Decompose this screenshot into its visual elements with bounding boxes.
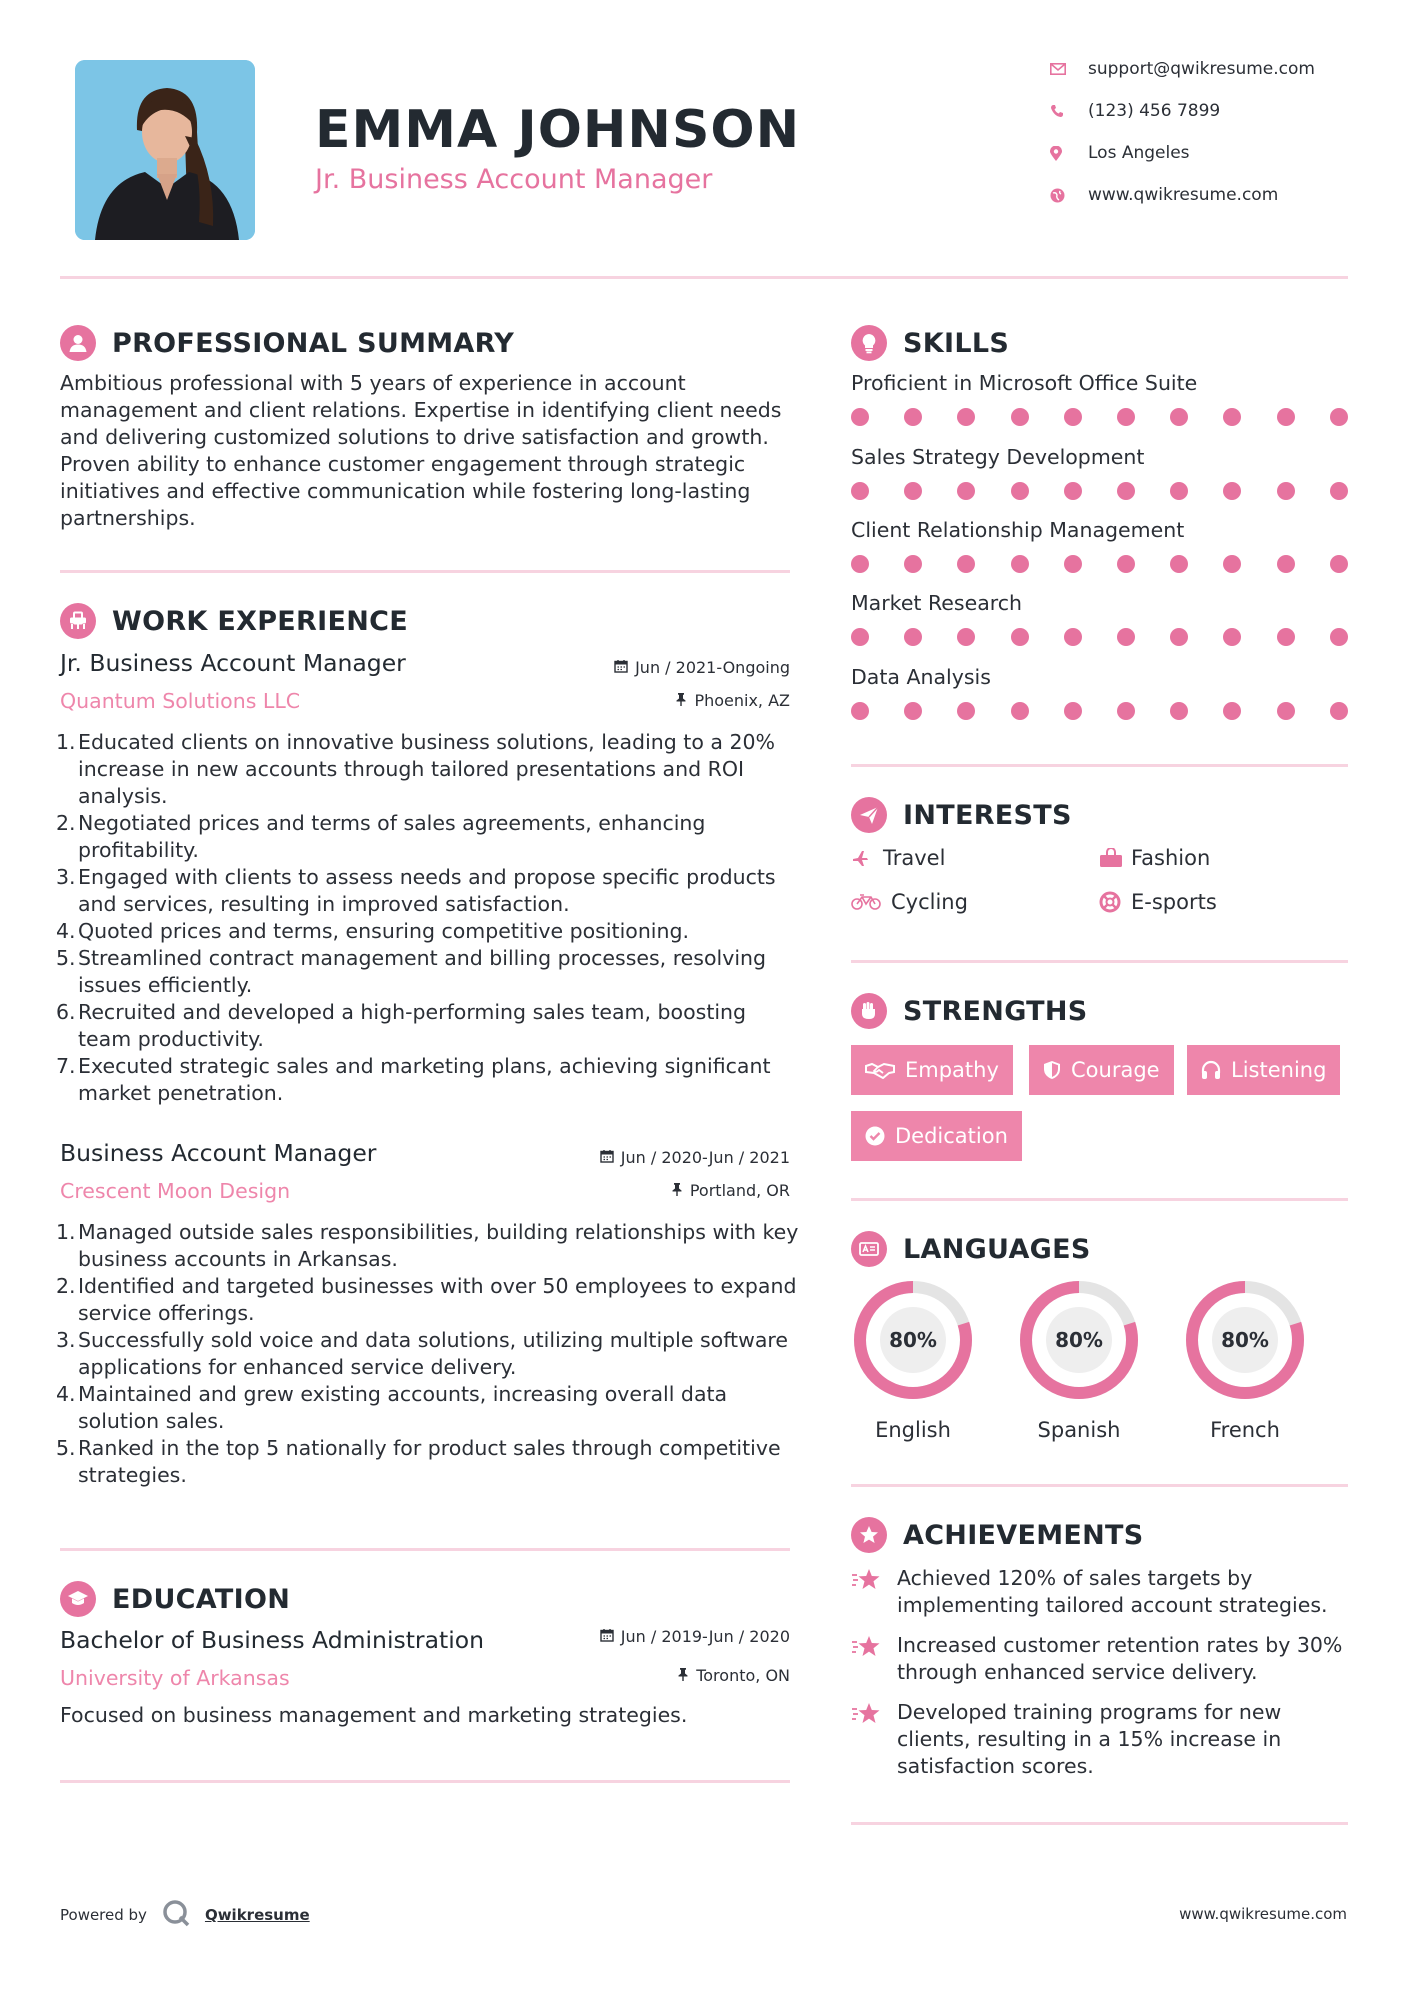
skill-dot (1223, 628, 1241, 646)
education-location (677, 1666, 790, 1685)
education-section-heading (60, 1579, 290, 1619)
language-french (1183, 1278, 1307, 1442)
star-badge-icon (851, 1517, 887, 1553)
achievements-divider (851, 1822, 1348, 1825)
skill-dot (1011, 555, 1029, 573)
headphones-icon (1201, 1060, 1221, 1080)
contact-phone[interactable] (1050, 96, 1360, 126)
language-name: French (1210, 1418, 1280, 1442)
language-percent: 80% (889, 1328, 937, 1352)
skill-dot (1011, 482, 1029, 500)
skill-dot (1064, 702, 1082, 720)
list-item: 1. Managed outside sales responsibilities, building relationships with key business accounts in Arkansas. (56, 1220, 799, 1271)
skill-dot (957, 482, 975, 500)
contact-website-text: www.qwikresume.com (1088, 185, 1279, 205)
education-location-text: Toronto, ON (696, 1666, 790, 1685)
skill-rating (851, 702, 1351, 722)
skill-dot (1011, 702, 1029, 720)
skill-dot (1223, 482, 1241, 500)
list-item: 7. Executed strategic sales and marketing plans, achieving significant market penetration. (56, 1054, 771, 1105)
briefcase-icon (60, 603, 96, 639)
header-divider (60, 276, 1348, 279)
skill-dot (1064, 555, 1082, 573)
contact-email-text: support@qwikresume.com (1088, 59, 1315, 79)
skill-dot (1170, 628, 1188, 646)
interests-section-heading (851, 795, 1072, 835)
contact-email[interactable] (1050, 54, 1360, 84)
skill-name: Proficient in Microsoft Office Suite (851, 371, 1198, 395)
footer-powered-by (60, 1898, 310, 1932)
skill-dot (1330, 408, 1348, 426)
contact-location-text: Los Angeles (1088, 143, 1190, 163)
skills-section-heading (851, 323, 1009, 363)
skill-dot (1170, 482, 1188, 500)
list-item: 3. Engaged with clients to assess needs and propose specific products and services, resulting in improved satisfaction. (56, 865, 776, 916)
star-icon (851, 1632, 897, 1686)
education-dates (600, 1627, 790, 1646)
strengths-title: STRENGTHS (903, 995, 1088, 1027)
lifebuoy-icon (1099, 891, 1131, 913)
map-pin-icon (1050, 146, 1088, 161)
work-divider (60, 1548, 790, 1551)
skill-dot (904, 702, 922, 720)
language-english (851, 1278, 975, 1442)
calendar-icon (614, 658, 628, 677)
strengths-divider (851, 1198, 1348, 1201)
skill-dot (1064, 408, 1082, 426)
skill-dot (1011, 408, 1029, 426)
list-item: 5. Streamlined contract management and billing processes, resolving issues efficiently. (56, 946, 767, 997)
achievements-title: ACHIEVEMENTS (903, 1519, 1144, 1551)
strengths-section-heading (851, 991, 1088, 1031)
skill-dot (1330, 702, 1348, 720)
job-dates-text: Jun / 2020-Jun / 2021 (620, 1148, 790, 1167)
summary-title: PROFESSIONAL SUMMARY (112, 327, 515, 359)
list-item: 1. Educated clients on innovative business solutions, leading to a 20% increase in new accounts through tailored presentations and ROI analysis. (56, 730, 776, 808)
list-item: 6. Recruited and developed a high-performing sales team, boosting team productivity. (56, 1000, 747, 1051)
language-spanish (1017, 1278, 1141, 1442)
languages-divider (851, 1484, 1348, 1487)
skills-divider (851, 764, 1348, 767)
globe-icon (1050, 188, 1088, 203)
pin-icon (677, 1666, 689, 1685)
skill-dot (1170, 408, 1188, 426)
skill-dot (851, 408, 869, 426)
star-icon (851, 1565, 897, 1619)
education-title: EDUCATION (112, 1583, 291, 1615)
company-name: Crescent Moon Design (60, 1179, 291, 1203)
achievements-section-heading (851, 1515, 1144, 1555)
skill-dot (904, 628, 922, 646)
pin-icon (675, 691, 687, 710)
skill-dot (1064, 628, 1082, 646)
candidate-role: Jr. Business Account Manager (315, 164, 713, 195)
skill-dot (1117, 482, 1135, 500)
lightbulb-icon (851, 325, 887, 361)
strength-tag-listening: Listening (1187, 1045, 1340, 1095)
job-title: Jr. Business Account Manager (60, 649, 406, 677)
pin-icon (671, 1181, 683, 1200)
skill-dot (1223, 408, 1241, 426)
achievement-item: Developed training programs for new clients, resulting in a 15% increase in satisfaction scores. (851, 1699, 1361, 1780)
job-bullets (56, 729, 800, 1107)
shield-icon (1043, 1060, 1061, 1080)
handshake-icon (865, 1061, 895, 1079)
skill-dot (1064, 482, 1082, 500)
education-description: Focused on business management and marketing strategies. (60, 1703, 688, 1727)
calendar-icon (600, 1627, 614, 1646)
work-section-heading (60, 601, 408, 641)
envelope-icon (1050, 63, 1088, 75)
job-location (675, 691, 790, 710)
skill-dot (1117, 702, 1135, 720)
skill-dot (957, 628, 975, 646)
skill-rating (851, 482, 1351, 502)
languages-section-heading (851, 1229, 1091, 1269)
work-title: WORK EXPERIENCE (112, 605, 408, 637)
skill-dot (1277, 555, 1295, 573)
language-percent: 80% (1221, 1328, 1269, 1352)
interests-title: INTERESTS (903, 799, 1072, 831)
skill-name: Market Research (851, 591, 1023, 615)
skill-dot (1330, 482, 1348, 500)
language-card-icon (851, 1231, 887, 1267)
skill-dot (957, 408, 975, 426)
degree-title: Bachelor of Business Administration (60, 1626, 485, 1654)
skill-name: Data Analysis (851, 665, 991, 689)
strength-tag-courage: Courage (1029, 1045, 1174, 1095)
footer-brand-link[interactable]: Qwikresume (204, 1906, 310, 1924)
achievement-item: Increased customer retention rates by 30% through enhanced service delivery. (851, 1632, 1361, 1686)
calendar-icon (600, 1148, 614, 1167)
phone-icon (1050, 104, 1088, 118)
strength-tag-empathy: Empathy (851, 1045, 1013, 1095)
summary-section-heading (60, 323, 514, 363)
bicycle-icon (851, 893, 883, 911)
skill-dot (1277, 482, 1295, 500)
summary-text: Ambitious professional with 5 years of experience in account management and client relations. Expertise in identifying client needs and delivering customized solutions to drive satisfaction and growth. Proven ability to enhance customer engagement through strategic initiatives and effective communication while fostering long-lasting partnerships. (60, 371, 782, 530)
skill-rating (851, 628, 1351, 648)
job-dates (600, 1148, 790, 1167)
job-dates (614, 658, 790, 677)
languages-title: LANGUAGES (903, 1233, 1091, 1265)
skill-dot (1277, 702, 1295, 720)
skill-name: Client Relationship Management (851, 518, 1185, 542)
skill-dot (1011, 628, 1029, 646)
qwikresume-logo-icon (161, 1898, 191, 1932)
education-divider (60, 1780, 790, 1783)
skill-dot (1330, 628, 1348, 646)
job-title: Business Account Manager (60, 1139, 377, 1167)
skill-dot (1117, 628, 1135, 646)
contact-location (1050, 138, 1360, 168)
skill-dot (851, 555, 869, 573)
language-name: Spanish (1037, 1418, 1121, 1442)
list-item: 5. Ranked in the top 5 nationally for product sales through competitive strategies. (56, 1436, 781, 1487)
strength-tag-dedication: Dedication (851, 1111, 1022, 1161)
skill-dot (1223, 555, 1241, 573)
paper-plane-icon (851, 797, 887, 833)
skill-dot (1170, 555, 1188, 573)
skill-dot (1117, 555, 1135, 573)
skill-dot (1277, 628, 1295, 646)
interest-travel: Travel (851, 843, 945, 873)
skill-dot (1277, 408, 1295, 426)
powered-by-text: Powered by (60, 1906, 147, 1924)
skill-dot (851, 702, 869, 720)
school-name: University of Arkansas (60, 1666, 290, 1690)
job-location-text: Phoenix, AZ (694, 691, 790, 710)
interests-divider (851, 960, 1348, 963)
skill-rating (851, 555, 1351, 575)
skill-dot (904, 408, 922, 426)
skill-name: Sales Strategy Development (851, 445, 1145, 469)
achievement-item: Achieved 120% of sales targets by implementing tailored account strategies. (851, 1565, 1361, 1619)
list-item: 4. Quoted prices and terms, ensuring competitive positioning. (56, 919, 690, 943)
skill-dot (1170, 702, 1188, 720)
skill-dot (957, 555, 975, 573)
profile-photo (75, 60, 255, 240)
skill-dot (1330, 555, 1348, 573)
skill-dot (957, 702, 975, 720)
star-icon (851, 1699, 897, 1780)
list-item: 4. Maintained and grew existing accounts, increasing overall data solution sales. (56, 1382, 728, 1433)
skill-dot (904, 555, 922, 573)
job-location (671, 1181, 790, 1200)
fist-icon (851, 993, 887, 1029)
contact-phone-text: (123) 456 7899 (1088, 101, 1221, 121)
footer-website-link[interactable]: www.qwikresume.com (1179, 1905, 1347, 1923)
interest-fashion: Fashion (1099, 843, 1210, 873)
skill-dot (1117, 408, 1135, 426)
user-icon (60, 325, 96, 361)
job-location-text: Portland, OR (689, 1181, 790, 1200)
list-item: 2. Identified and targeted businesses with over 50 employees to expand service offerings. (56, 1274, 797, 1325)
skill-dot (904, 482, 922, 500)
list-item: 3. Successfully sold voice and data solutions, utilizing multiple software applications for enhanced service delivery. (56, 1328, 789, 1379)
skill-dot (851, 628, 869, 646)
interest-cycling: Cycling (851, 887, 968, 917)
summary-divider (60, 570, 790, 573)
plane-icon (851, 849, 883, 867)
list-item: 2. Negotiated prices and terms of sales agreements, enhancing profitability. (56, 811, 706, 862)
interest-esports: E-sports (1099, 887, 1217, 917)
skill-rating (851, 408, 1351, 428)
check-circle-icon (865, 1126, 885, 1146)
language-name: English (875, 1418, 951, 1442)
education-dates-text: Jun / 2019-Jun / 2020 (620, 1627, 790, 1646)
shopping-bag-icon (1099, 848, 1131, 868)
job-dates-text: Jun / 2021-Ongoing (635, 658, 790, 677)
skill-dot (1223, 702, 1241, 720)
candidate-name: EMMA JOHNSON (315, 100, 801, 160)
language-percent: 80% (1055, 1328, 1103, 1352)
graduation-cap-icon (60, 1581, 96, 1617)
company-name: Quantum Solutions LLC (60, 689, 301, 713)
skills-title: SKILLS (903, 327, 1010, 359)
job-bullets (56, 1219, 800, 1489)
skill-dot (851, 482, 869, 500)
contact-website[interactable] (1050, 180, 1360, 210)
